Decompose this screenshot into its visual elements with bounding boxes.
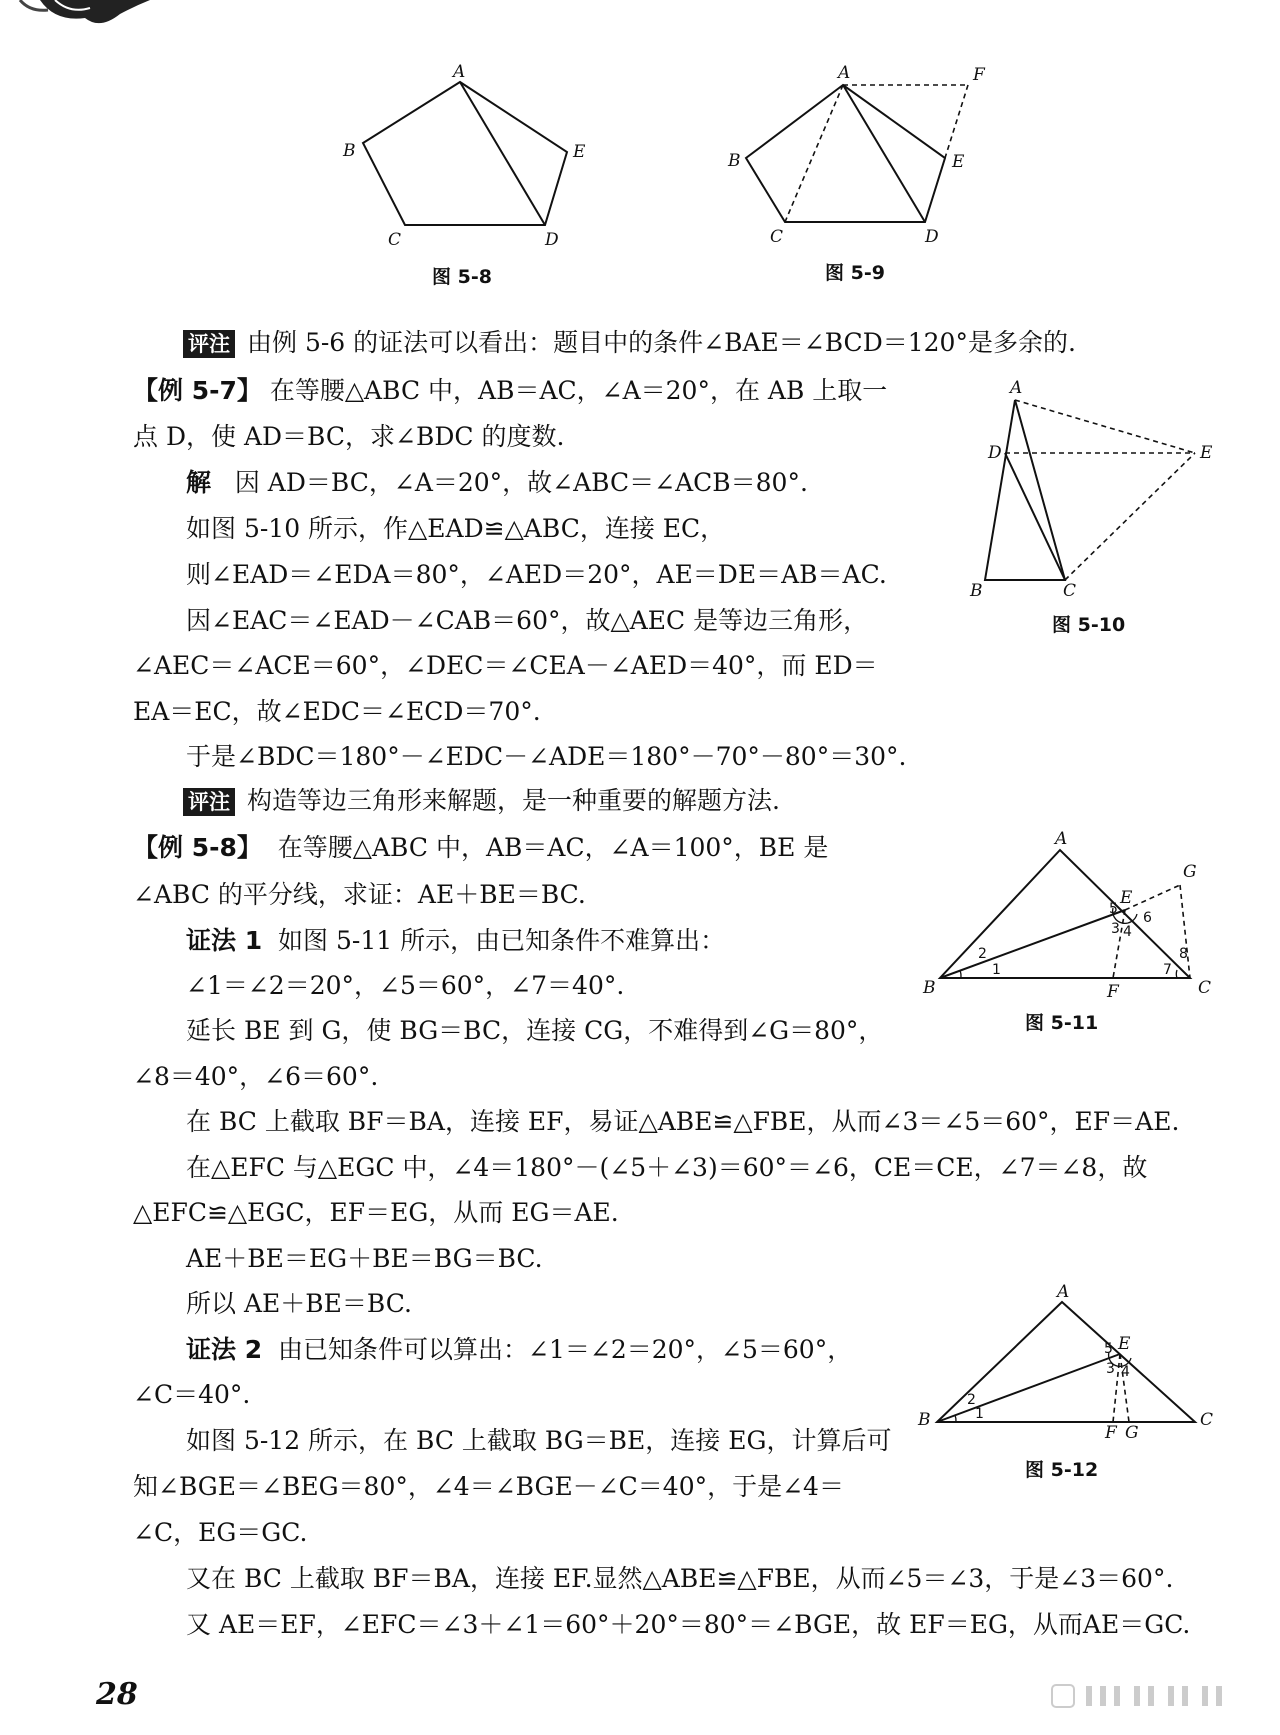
label-C: C <box>1198 978 1212 998</box>
example-5-8-title: 【例 5-8】 <box>133 833 262 862</box>
remark-2 <box>183 785 780 817</box>
label-A: A <box>1055 829 1068 849</box>
label-F: F <box>1105 1423 1117 1443</box>
angle-8: 8 <box>1179 946 1188 962</box>
example-5-7-line-9: 于是∠BDC＝180°－∠EDC－∠ADE＝180°－70°－80°＝30°. <box>186 742 907 771</box>
angle-6: 6 <box>1143 910 1152 926</box>
label-E: E <box>1118 1334 1131 1354</box>
angle-2: 2 <box>967 1392 976 1408</box>
example-5-8-line-12: 证法 2 由已知条件可以算出：∠1＝∠2＝20°，∠5＝60°， <box>186 1335 853 1364</box>
example-5-8-line-17: 又在 BC 上截取 BF＝BA，连接 EF.显然△ABE≌△FBE，从而∠5＝∠3，于是∠3＝60°. <box>186 1564 1174 1593</box>
example-5-8-line-4: ∠1＝∠2＝20°，∠5＝60°，∠7＝40°. <box>186 971 625 1000</box>
example-5-8-line-5: 延长 BE 到 G，使 BG＝BC，连接 CG，不难得到∠G＝80°， <box>186 1016 884 1045</box>
example-5-7-title: 【例 5-7】 <box>133 376 262 405</box>
label-B: B <box>970 581 983 601</box>
label-B: B <box>343 141 356 161</box>
label-G: G <box>1183 862 1197 882</box>
watermark-logo <box>1050 1683 1240 1709</box>
label-A: A <box>838 63 851 83</box>
example-5-7-line-3: 解 因 AD＝BC，∠A＝20°，故∠ABC＝∠ACB＝80°. <box>186 468 808 497</box>
angle-5: 5 <box>1104 1341 1113 1357</box>
angle-3: 3 <box>1106 1361 1115 1377</box>
label-G: G <box>1125 1423 1139 1443</box>
example-5-8-line-8: 在△EFC 与△EGC 中，∠4＝180°－(∠5＋∠3)＝60°＝∠6，CE＝CE，∠7＝∠8，故 <box>186 1153 1148 1182</box>
example-5-7-line-5: 则∠EAD＝∠EDA＝80°，∠AED＝20°，AE＝DE＝AB＝AC. <box>186 560 887 589</box>
label-E: E <box>573 142 586 162</box>
figure-5-10 <box>960 375 1220 605</box>
example-5-8-line-3: 证法 1 如图 5-11 所示，由已知条件不难算出： <box>186 926 726 955</box>
remark-1-text: 由例 5-6 的证法可以看出：题目中的条件∠BAE＝∠BCD＝120°是多余的. <box>247 328 1076 357</box>
example-5-8-line-10: AE＋BE＝EG＋BE＝BG＝BC. <box>186 1244 543 1273</box>
caption-5-10: 图 5-10 <box>1052 614 1126 636</box>
example-5-7-line-2: 点 D，使 AD＝BC，求∠BDC 的度数. <box>133 422 565 451</box>
remark-2-text: 构造等边三角形来解题，是一种重要的解题方法. <box>247 786 780 815</box>
caption-5-12: 图 5-12 <box>1025 1459 1099 1481</box>
label-D: D <box>545 230 559 250</box>
label-C: C <box>388 230 402 250</box>
solution-label: 解 <box>186 468 212 497</box>
label-D: D <box>925 227 939 247</box>
remark-1 <box>183 327 1076 359</box>
angle-4: 4 <box>1121 1364 1130 1380</box>
example-5-8-line-14: 如图 5-12 所示，在 BC 上截取 BG＝BE，连接 EG，计算后可 <box>186 1426 892 1455</box>
caption-5-8: 图 5-8 <box>432 266 492 288</box>
example-5-8-line-6: ∠8＝40°，∠6＝60°. <box>133 1062 379 1091</box>
proof-1-label: 证法 1 <box>186 926 263 955</box>
label-A: A <box>1010 378 1023 398</box>
example-5-8-line-7: 在 BC 上截取 BF＝BA，连接 EF，易证△ABE≌△FBE，从而∠3＝∠5＝60°，EF＝AE. <box>186 1107 1180 1136</box>
angle-3: 3 <box>1111 921 1120 937</box>
example-5-8-line-1: 【例 5-8】 在等腰△ABC 中，AB＝AC，∠A＝100°，BE 是 <box>133 833 829 862</box>
example-5-8-line-2: ∠ABC 的平分线，求证：AE＋BE＝BC. <box>133 880 586 909</box>
angle-2: 2 <box>978 946 987 962</box>
example-5-8-line-16: ∠C，EG＝GC. <box>133 1518 308 1547</box>
label-A: A <box>453 62 466 82</box>
label-F: F <box>1107 982 1119 1002</box>
angle-1: 1 <box>975 1406 984 1422</box>
label-C: C <box>770 227 784 247</box>
label-B: B <box>918 1410 931 1430</box>
angle-5: 5 <box>1109 901 1118 917</box>
label-C: C <box>1200 1410 1214 1430</box>
label-B: B <box>923 978 936 998</box>
corner-ornament <box>0 0 170 40</box>
caption-5-9: 图 5-9 <box>825 262 885 284</box>
example-5-8-line-15: 知∠BGE＝∠BEG＝80°，∠4＝∠BGE－∠C＝40°，于是∠4＝ <box>133 1472 844 1501</box>
label-E: E <box>1120 888 1133 908</box>
example-5-7-line-4: 如图 5-10 所示，作△EAD≌△ABC，连接 EC， <box>186 514 726 543</box>
example-5-7-line-7: ∠AEC＝∠ACE＝60°，∠DEC＝∠CEA－∠AED＝40°，而 ED＝ <box>133 651 878 680</box>
label-E: E <box>952 152 965 172</box>
figure-5-11 <box>915 830 1225 1005</box>
remark-tag: 评注 <box>183 788 235 816</box>
caption-5-11: 图 5-11 <box>1025 1012 1099 1034</box>
proof-2-label: 证法 2 <box>186 1335 263 1364</box>
example-5-8-line-11: 所以 AE＋BE＝BC. <box>186 1289 412 1318</box>
example-5-7-line-8: EA＝EC，故∠EDC＝∠ECD＝70°. <box>133 697 541 726</box>
example-5-8-line-9: △EFC≌△EGC，EF＝EG，从而 EG＝AE. <box>133 1198 619 1227</box>
figure-5-12 <box>915 1280 1225 1443</box>
figure-5-8 <box>340 60 600 250</box>
example-5-7-line-1: 【例 5-7】 在等腰△ABC 中，AB＝AC，∠A＝20°，在 AB 上取一 <box>133 376 888 405</box>
label-C: C <box>1063 581 1077 601</box>
label-A: A <box>1057 1282 1070 1302</box>
example-5-8-line-13: ∠C＝40°. <box>133 1380 251 1409</box>
example-5-8-line-18: 又 AE＝EF，∠EFC＝∠3＋∠1＝60°＋20°＝80°＝∠BGE，故 EF＝EG，从而AE＝GC. <box>186 1610 1191 1639</box>
label-F: F <box>973 65 985 85</box>
example-5-7-line-6: 因∠EAC＝∠EAD－∠CAB＝60°，故△AEC 是等边三角形， <box>186 606 869 635</box>
label-B: B <box>728 151 741 171</box>
angle-1: 1 <box>992 962 1001 978</box>
page-number: 28 <box>96 1677 138 1712</box>
remark-tag: 评注 <box>183 330 235 358</box>
label-E: E <box>1200 443 1213 463</box>
figure-5-9 <box>720 60 1000 250</box>
label-D: D <box>988 443 1002 463</box>
angle-4: 4 <box>1123 924 1132 940</box>
angle-7: 7 <box>1163 962 1172 978</box>
